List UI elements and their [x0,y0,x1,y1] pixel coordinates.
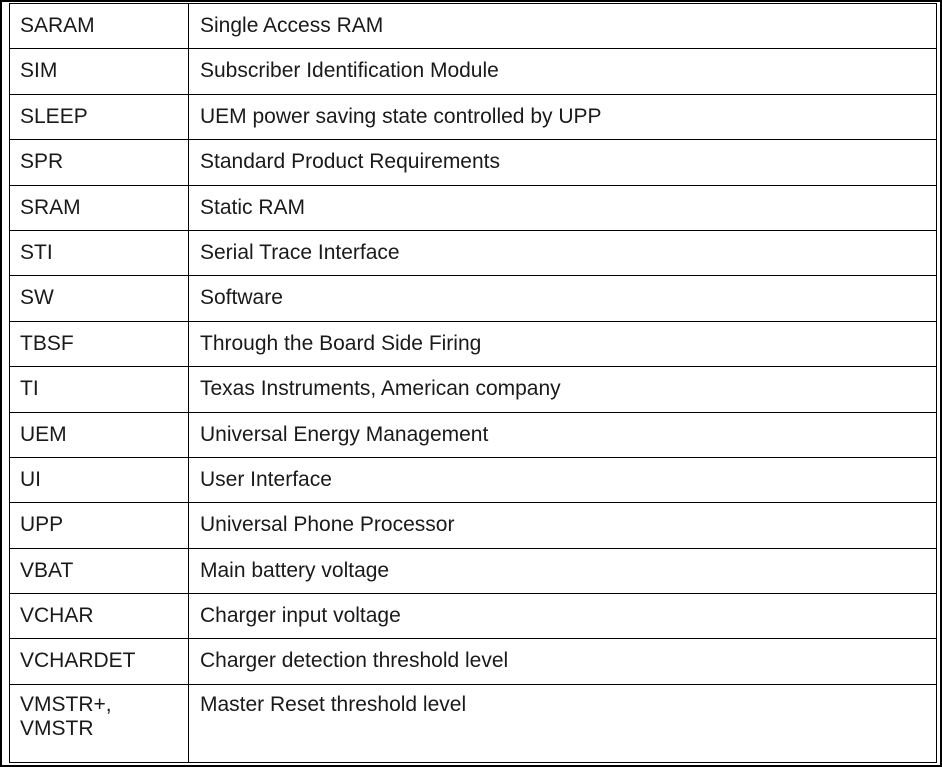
table-row [10,49,937,94]
table-row [10,230,937,275]
term-cell: TI [10,367,189,412]
definition-cell: Universal Phone Processor [189,503,937,548]
term-cell: VCHAR [10,594,189,639]
table-row [10,185,937,230]
table-row [10,367,937,412]
term-cell: STI [10,230,189,275]
table-row [10,503,937,548]
table-row [10,140,937,185]
term-cell: UPP [10,503,189,548]
definition-cell: Universal Energy Management [189,412,937,457]
definition-cell: Software [189,276,937,321]
term-cell: UI [10,457,189,502]
definition-cell: Standard Product Requirements [189,140,937,185]
table-row [10,594,937,639]
table-row [10,684,937,762]
definition-cell: Single Access RAM [189,4,937,49]
term-cell: SLEEP [10,94,189,139]
abbreviations-table [9,3,937,763]
table-row [10,4,937,49]
definition-cell: Static RAM [189,185,937,230]
term-cell: VMSTR+, VMSTR [10,684,189,762]
term-cell: VCHARDET [10,639,189,684]
definition-cell: Main battery voltage [189,548,937,593]
definition-cell: Charger input voltage [189,594,937,639]
table-row [10,321,937,366]
table-row [10,639,937,684]
definition-cell: Charger detection threshold level [189,639,937,684]
term-cell: TBSF [10,321,189,366]
term-cell: SPR [10,140,189,185]
definition-cell: User Interface [189,457,937,502]
term-cell: SW [10,276,189,321]
term-cell: SIM [10,49,189,94]
definition-cell: Serial Trace Interface [189,230,937,275]
definition-cell: Master Reset threshold level [189,684,937,762]
term-cell: UEM [10,412,189,457]
table-row [10,457,937,502]
table-row [10,276,937,321]
table-row [10,94,937,139]
definition-cell: Subscriber Identification Module [189,49,937,94]
term-cell: SRAM [10,185,189,230]
table-row [10,548,937,593]
definition-cell: Through the Board Side Firing [189,321,937,366]
term-cell: VBAT [10,548,189,593]
table-row [10,412,937,457]
definition-cell: UEM power saving state controlled by UPP [189,94,937,139]
definition-cell: Texas Instruments, American company [189,367,937,412]
term-cell: SARAM [10,4,189,49]
